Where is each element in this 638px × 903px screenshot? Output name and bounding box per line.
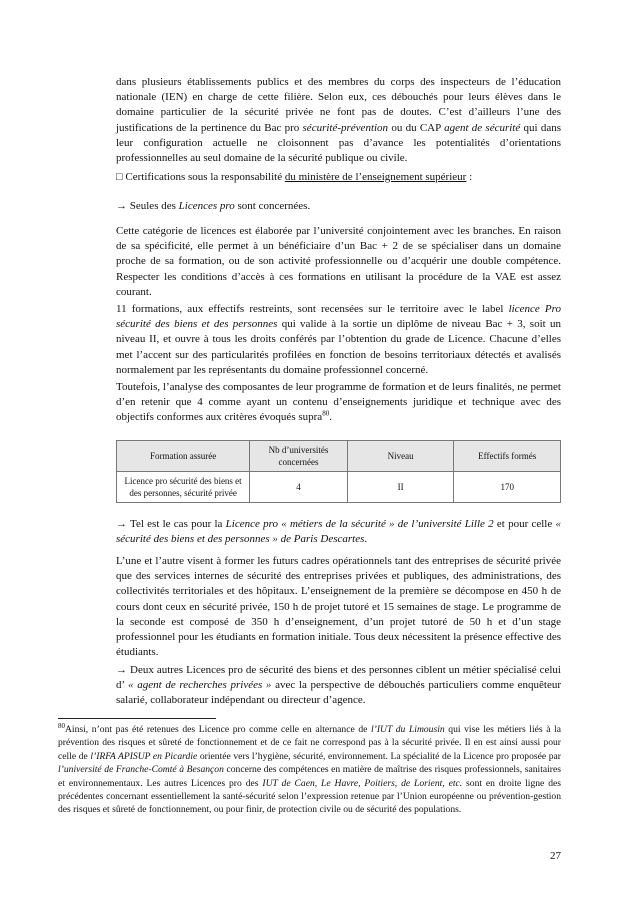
licences-table <box>116 440 561 503</box>
table-cell: Licence pro sécurité des biens et des personnes, sécurité privée <box>117 472 250 503</box>
paragraph-lille-paris: → Tel est le cas pour la Licence pro « métiers de la sécurité » de l’université Lille 2 et pour celle « sécurité des biens et des personnes » de Paris Descartes. <box>116 518 561 546</box>
paragraph-cadres: L’une et l’autre visent à former les futurs cadres opérationnels tant des entreprises de sécurité privée que des services internes de sécurité des entreprises privées et publiques, des administrations, des collectivités territoriales et des hôpitaux. L’enseignement de la première se décompose en 450 h de cours dont ceux en sécurité privée, 150 h de projet tutoré et 15 semaines de stage. Le programme de la seconde est composé de 350 h d’enseignement, d’un projet tutoré de 50 h et d’un stage professionnel pour les étudiants en formation initiale. Tous deux nécessitent la présence effective des étudiants. <box>116 555 561 659</box>
table-header-cell: Nb d’universités concernées <box>250 441 348 472</box>
table-cell: 170 <box>454 472 561 503</box>
table-cell: II <box>347 472 454 503</box>
paragraph-licences: Cette catégorie de licences est élaborée par l’université conjointement avec les branches. En raison de sa spécificité, elle permet à un bénéficiaire d’un Bac + 2 de se spécialiser dans un domaine proche de sa formation, ou de son activité professionnelle ou d’acquérir une double compétence. Respecter les conditions d’accès à ces formations en utilisant la procédure de la VAE est assez courant. <box>116 225 561 298</box>
table-cell: 4 <box>250 472 348 503</box>
table-header-row <box>117 441 561 472</box>
table-header-cell: Effectifs formés <box>454 441 561 472</box>
table-header-cell: Formation assurée <box>117 441 250 472</box>
section-heading <box>116 170 472 185</box>
heading-prefix: □ Certifications sous la responsabilité <box>116 171 285 183</box>
paragraph-formations: 11 formations, aux effectifs restreints, sont recensées sur le territoire avec le label licence Pro sécurité des biens et des personnes qui valide à la sortie un diplôme de niveau Bac + 3, soit un niveau II, et ouvre à tous les droits conférés par l’obtention du grade de Licence. Chacune d’elles met l’accent sur des particularités profilées en fonction de besoins territoriaux détectés et avalisés normalement par les représentants du domaine professionnel concerné. <box>116 303 561 376</box>
footnote-divider <box>58 718 216 719</box>
paragraph-intro: dans plusieurs établissements publics et des membres du corps des inspecteurs de l’éducation nationale (IEN) en charge de cette filière. Selon eux, ces débouchés pour leurs élèves dans le domaine particulier de la sécurité privée ne font pas de doutes. C’est d’ailleurs l’une des justifications de la pertinence du Bac pro sécurité-prévention ou du CAP agent de sécurité qui dans leur configuration actuelle ne cloisonnent pas d’avance les potentialités d’orientations professionnelles au seul domaine de la sécurité publique ou civile. <box>116 76 561 165</box>
heading-suffix: : <box>466 171 473 183</box>
heading-underlined: du ministère de l’enseignement supérieur <box>284 171 467 183</box>
paragraph-toutefois: Toutefois, l’analyse des composantes de leur programme de formation et de leurs finalités, ne permet d’en retenir que 4 comme ayant un contenu d’enseignements juridique et technique avec des objectifs conformes aux critères évoqués supra$^{80}$. <box>116 381 561 424</box>
footnote-80: $^{80}$Ainsi, n’ont pas été retenues des Licence pro comme celle en alternance de l’IUT du Limousin qui vise les métiers liés à la prévention des risques et sûreté de fonctionnement et de ce fait ne correspond pas à la sécurité privée. Il en est ainsi aussi pour celle de l’IRFA APISUP en Picardie orientée vers l’hygiène, sécurité, environnement. La spécialité de la Licence pro proposée par l’université de Franche-Comté à Besançon concerne des compétences en matière de maîtrise des risques professionnels, sanitaires et environnementaux. Les autres Licences pro des IUT de Caen, Le Havre, Poitiers, de Lorient, etc. sont en droite ligne des précédentes concernant essentiellement la santé-sécurité selon l’expression retenue par l’Union européenne ou prévention-gestion des risques et sûreté de fonctionnement, ou pour finir, de protection civile ou de sécurité des populations. <box>58 721 561 816</box>
paragraph-agent-recherches: → Deux autres Licences pro de sécurité des biens et des personnes ciblent un métier spécialisé celui d’ « agent de recherches privées » avec la perspective de débouchés particuliers comme enquêteur salarié, collaborateur indépendant ou directeur d’agence. <box>116 664 561 707</box>
page-number: 27 <box>550 850 561 862</box>
arrow-note-licences: → Seules des Licences pro sont concernées. <box>116 200 311 212</box>
table-row <box>117 472 561 503</box>
table-header-cell: Niveau <box>347 441 454 472</box>
